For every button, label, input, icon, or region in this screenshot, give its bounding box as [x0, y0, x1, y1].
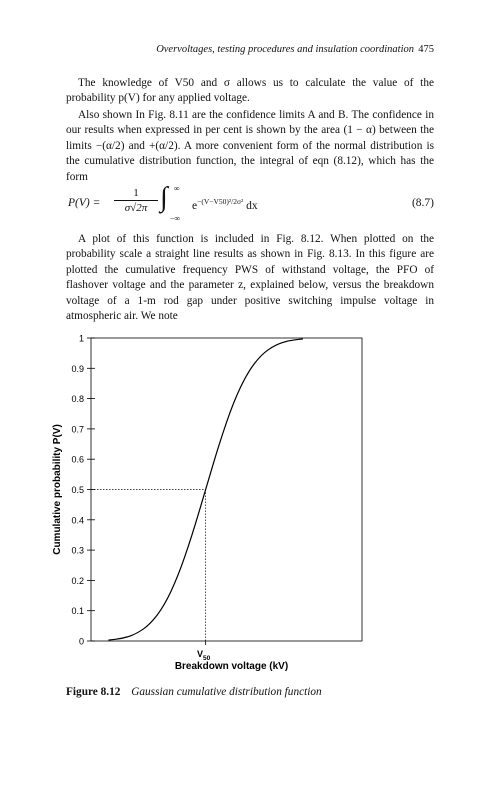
equation-lhs: P(V) =	[68, 197, 101, 209]
y-tick-label: 0.9	[71, 363, 84, 374]
figure-caption	[66, 686, 434, 698]
y-tick-label: 0.3	[71, 545, 84, 556]
equation-integrand	[192, 197, 258, 212]
paragraph-2-text: Also shown In Fig. 8.11 are the confidence limits A and B. The confidence in our results when expressed in per cent is shown by the area (1 − α) between the limits −(α/2) and +(α/2). A more convenient form of the normal distribution is the cumulative distribution function, the integral of eqn (8.12), which has the form	[66, 109, 434, 183]
integral-sign: ∫	[160, 182, 168, 213]
y-tick-label: 0.5	[71, 485, 84, 495]
equation-fraction	[114, 187, 158, 214]
paragraph-3-text: A plot of this function is included in Fig. 8.12. When plotted on the probability scale a straight line results as shown in Fig. 8.13. In this figure are plotted the cumulative frequency PWS of withstand voltage, the PFO of flashover voltage and the parameter z, explained below, versus the breakdown voltage of a 1-m rod gap under positive switching impulse voltage in atmospheric air. We note	[66, 233, 434, 323]
caption-text: Gaussian cumulative distribution function	[131, 686, 322, 698]
x-tick-label: $V_{50}$	[197, 649, 211, 662]
equation-denominator: σ√2π	[124, 202, 148, 214]
equation-differential: dx	[246, 199, 258, 212]
y-tick-label: 0.7	[71, 424, 84, 435]
y-tick-label: 0.8	[71, 394, 84, 405]
plot-frame	[91, 338, 362, 641]
integrand-base: e	[192, 199, 198, 212]
y-tick-label: 1	[78, 333, 84, 344]
y-tick-label: 0.4	[71, 515, 84, 526]
y-axis-label: Cumulative probability P(V)	[52, 424, 63, 555]
y-tick-label: 0	[78, 636, 84, 647]
integral-upper-limit: ∞	[174, 184, 180, 193]
x-axis-label: Breakdown voltage (kV)	[174, 661, 289, 672]
page-header	[66, 44, 434, 60]
paragraph-1-text: The knowledge of V50 and σ allows us to calculate the value of the probability p(V) for any applied voltage.	[66, 77, 434, 105]
paragraph-1	[66, 76, 434, 107]
equation-numerator: 1	[133, 187, 139, 199]
fraction-bar	[114, 200, 158, 201]
paragraph-2	[66, 108, 434, 185]
cumulative-distribution-chart	[50, 330, 380, 680]
caption-label: Figure 8.12	[66, 686, 121, 698]
y-tick-label: 0.6	[71, 454, 84, 465]
equation-number: (8.7)	[411, 197, 434, 209]
y-tick-label: 0.1	[71, 606, 84, 617]
figure-8-12	[50, 330, 380, 680]
running-title: Overvoltages, testing procedures and insulation coordination	[156, 44, 414, 55]
integrand-exponent: −(V−V50)²/2σ²	[197, 197, 244, 206]
page-number: 475	[418, 44, 434, 55]
paragraph-3	[66, 232, 434, 324]
y-tick-label: 0.2	[71, 575, 84, 586]
integral-lower-limit: −∞	[170, 214, 181, 223]
equation-8-7	[66, 184, 434, 228]
